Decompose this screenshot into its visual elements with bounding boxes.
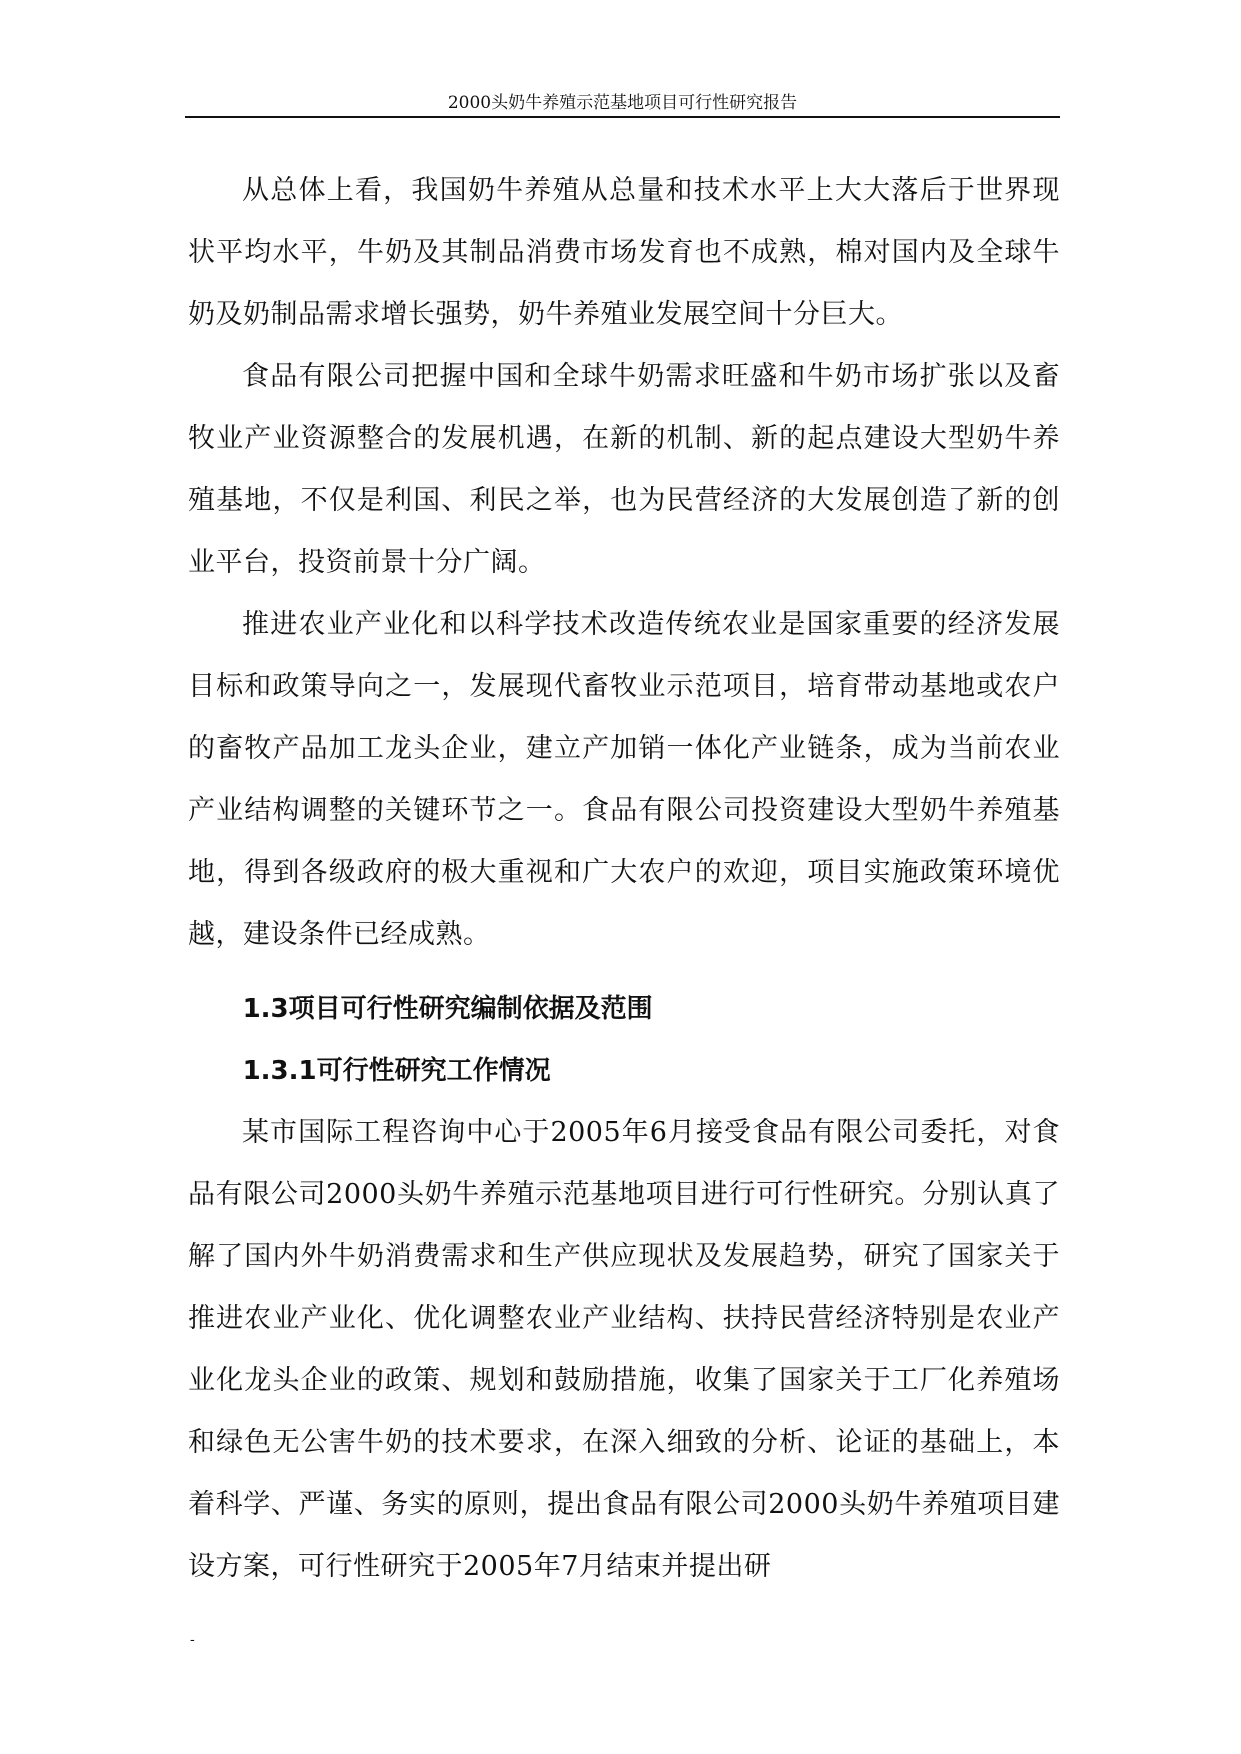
running-header: 2000头奶牛养殖示范基地项目可行性研究报告: [447, 93, 798, 113]
footer-mark: -: [190, 1632, 195, 1648]
header-rule: [185, 116, 1060, 118]
paragraph-opportunity: 食品有限公司把握中国和全球牛奶需求旺盛和牛奶市场扩张以及畜牧业产业资源整合的发展机遇，在新的机制、新的起点建设大型奶牛养殖基地，不仅是利国、利民之举，也为民营经济的大发展创造了新的创业平台，投资前景十分广阔。: [188, 361, 1060, 578]
subsection-heading: 1.3.1可行性研究工作情况: [242, 1056, 551, 1086]
section-heading: 1.3项目可行性研究编制依据及范围: [242, 994, 653, 1024]
paragraph-study-work: 某市国际工程咨询中心于2005年6月接受食品有限公司委托，对食品有限公司2000头奶牛养殖示范基地项目进行可行性研究。分别认真了解了国内外牛奶消费需求和生产供应现状及发展趋势，研究了国家关于推进农业产业化、优化调整农业产业结构、扶持民营经济特别是农业产业化龙头企业的政策、规划和鼓励措施，收集了国家关于工厂化养殖场和绿色无公害牛奶的技术要求，在深入细致的分析、论证的基础上，本着科学、严谨、务实的原则，提出食品有限公司2000头奶牛养殖项目建设方案，可行性研究于2005年7月结束并提出研: [188, 1117, 1060, 1582]
paragraph-policy: 推进农业产业化和以科学技术改造传统农业是国家重要的经济发展目标和政策导向之一，发展现代畜牧业示范项目，培育带动基地或农户的畜牧产品加工龙头企业，建立产加销一体化产业链条，成为当前农业产业结构调整的关键环节之一。食品有限公司投资建设大型奶牛养殖基地，得到各级政府的极大重视和广大农户的欢迎，项目实施政策环境优越，建设条件已经成熟。: [188, 609, 1060, 950]
document-body: [188, 160, 1060, 1598]
paragraph-overview: 从总体上看，我国奶牛养殖从总量和技术水平上大大落后于世界现状平均水平，牛奶及其制品消费市场发育也不成熟，棉对国内及全球牛奶及奶制品需求增长强势，奶牛养殖业发展空间十分巨大。: [188, 175, 1060, 330]
